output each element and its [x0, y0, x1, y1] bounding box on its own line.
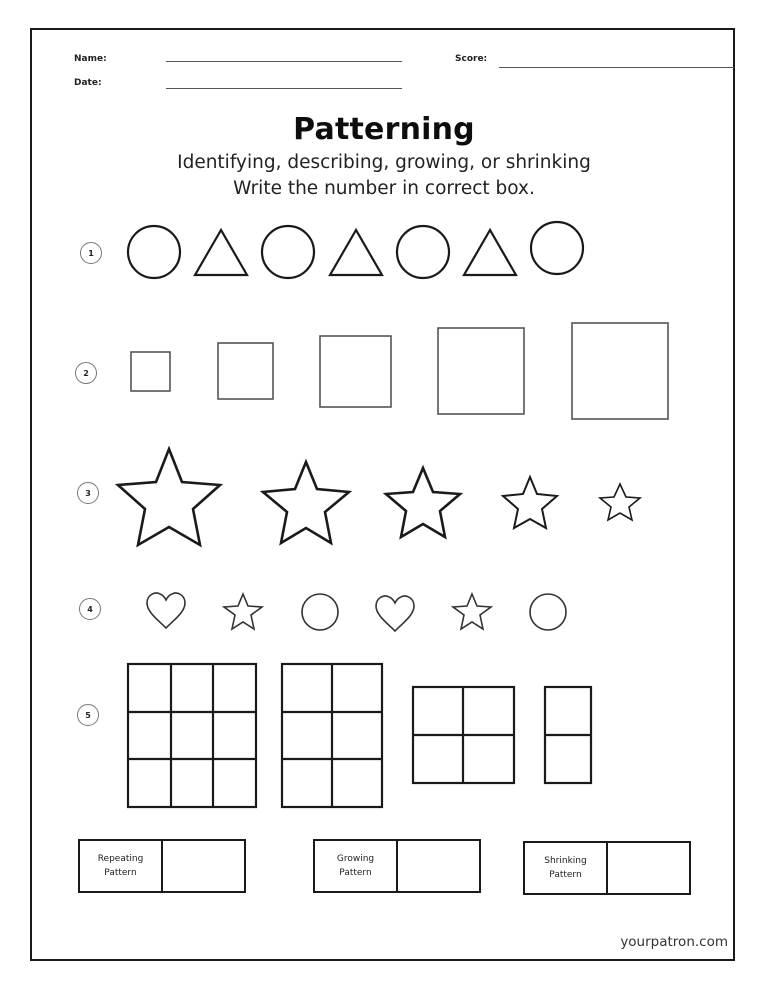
- circle-icon: [128, 226, 180, 278]
- row-2-shapes: [131, 323, 668, 419]
- heart-icon: [376, 596, 414, 631]
- row-4-shapes: [147, 593, 566, 631]
- row-number-5: 5: [77, 704, 99, 726]
- star-icon: [224, 594, 262, 629]
- subtitle: Identifying, describing, growing, or shrinking: [177, 152, 591, 173]
- row-1-shapes: [128, 222, 583, 278]
- row-number-3: 3: [77, 482, 99, 504]
- circle-icon: [302, 594, 338, 630]
- triangle-icon: [464, 230, 516, 275]
- answer-box-label: Shrinking Pattern: [525, 843, 608, 893]
- answer-box-shrinking: [523, 841, 691, 895]
- row-number-2: 2: [75, 362, 97, 384]
- triangle-icon: [195, 230, 247, 275]
- circle-icon: [262, 226, 314, 278]
- star-icon: [600, 484, 640, 520]
- name-label: Name:: [74, 54, 107, 64]
- repeating-answer-input[interactable]: [163, 841, 244, 891]
- date-label: Date:: [74, 78, 102, 88]
- row-5-shapes: [128, 664, 591, 807]
- square-icon: [131, 352, 170, 391]
- answer-box-label: Repeating Pattern: [80, 841, 163, 891]
- circle-icon: [397, 226, 449, 278]
- score-label: Score:: [455, 54, 488, 64]
- star-icon: [453, 594, 491, 629]
- growing-answer-input[interactable]: [398, 841, 479, 891]
- square-icon: [572, 323, 668, 419]
- answer-box-repeating: [78, 839, 246, 893]
- page-title: Patterning: [293, 112, 475, 147]
- circle-icon: [530, 594, 566, 630]
- grid-3x3: [128, 664, 256, 807]
- star-icon: [503, 477, 557, 528]
- row-3-shapes: [118, 449, 640, 545]
- star-icon: [118, 449, 220, 545]
- star-icon: [386, 468, 460, 537]
- heart-icon: [147, 593, 185, 628]
- circle-icon: [531, 222, 583, 274]
- square-icon: [320, 336, 391, 407]
- footer-site-link[interactable]: yourpatron.com: [620, 934, 728, 950]
- row-number-4: 4: [79, 598, 101, 620]
- answer-box-growing: [313, 839, 481, 893]
- instructions: Write the number in correct box.: [233, 178, 535, 199]
- shrinking-answer-input[interactable]: [608, 843, 689, 893]
- square-icon: [218, 343, 273, 399]
- row-number-1: 1: [80, 242, 102, 264]
- star-icon: [263, 462, 349, 543]
- square-icon: [438, 328, 524, 414]
- answer-box-label: Growing Pattern: [315, 841, 398, 891]
- triangle-icon: [330, 230, 382, 275]
